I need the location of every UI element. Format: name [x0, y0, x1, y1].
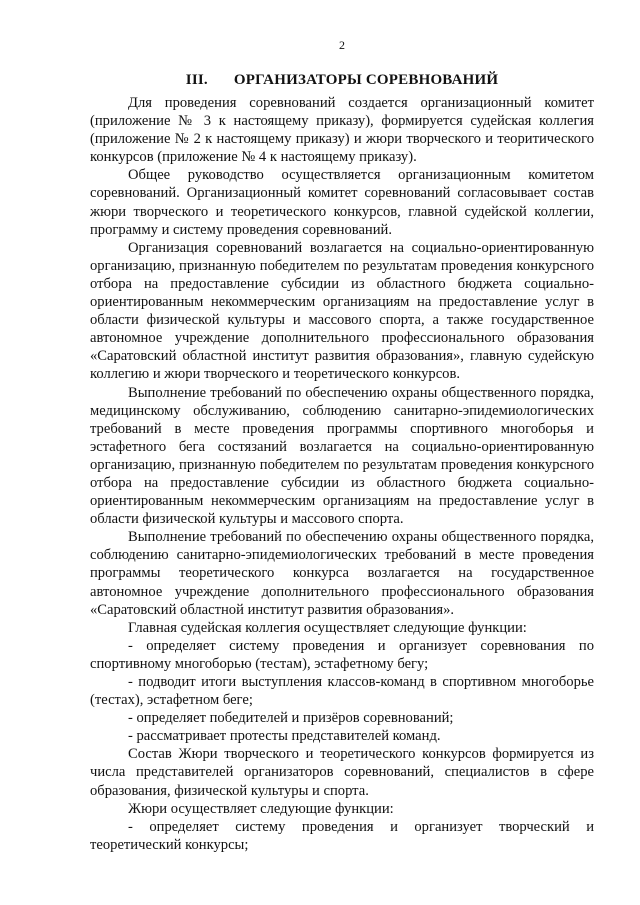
list-item: - определяет победителей и призёров соревнований; — [128, 710, 454, 727]
paragraph: Выполнение требований по обеспечению охраны общественного порядка, соблюдению санитарно-эпидемиологических требований в месте проведения программы теоретического конкурса возлагается на государственное автономное учреждение дополнительного профессионального образования «Саратовский областной институт развития образования». — [90, 529, 594, 618]
document-body — [90, 94, 594, 854]
section-title: ОРГАНИЗАТОРЫ СОРЕВНОВАНИЙ — [233, 72, 499, 88]
page-number: 2 — [339, 38, 345, 52]
paragraph: Общее руководство осуществляется организационным комитетом соревнований. Организационный комитет соревнований согласовывает состав жюри творческого и теоретического конкурсов, главной судейской коллегии, программу и систему проведения соревнований. — [90, 167, 594, 238]
list-item: - подводит итоги выступления классов-команд в спортивном многоборье (тестах), эстафетном беге; — [90, 674, 594, 709]
paragraph: Жюри осуществляет следующие функции: — [128, 800, 394, 817]
section-number: III. — [185, 72, 208, 88]
paragraph: Организация соревнований возлагается на социально-ориентированную организацию, признанную победителем по результатам проведения конкурсного отбора на предоставление субсидии из областного бюджета социально-ориентированным некоммерческим организациям на предоставление услуг в области физической культуры и массового спорта, а также государственное автономное учреждение дополнительного профессионального образования «Саратовский областной институт развития образования», главную судейскую коллегию и жюри творческого и теоретического конкурсов. — [90, 239, 594, 383]
list-item: - рассматривает протесты представителей команд. — [128, 728, 441, 745]
paragraph: Главная судейская коллегия осуществляет следующие функции: — [128, 619, 527, 636]
document-page — [90, 0, 594, 905]
paragraph: Состав Жюри творческого и теоретического конкурсов формируется из числа представителей организаторов соревнований, специалистов в сфере образования, физической культуры и спорта. — [90, 746, 594, 799]
list-item: - определяет систему проведения и организует творческий и теоретический конкурсы; — [90, 818, 594, 853]
paragraph: Выполнение требований по обеспечению охраны общественного порядка, медицинскому обслуживанию, соблюдению санитарно-эпидемиологических требований в месте проведения программы спортивного многоборья и эстафетного бега состязаний возлагается на социально-ориентированную организацию, признанную победителем по результатам проведения конкурсного отбора на предоставление субсидии из областного бюджета социально-ориентированным некоммерческим организациям на предоставление услуг в области физической культуры и массового спорта. — [90, 384, 594, 528]
paragraph: Для проведения соревнований создается организационный комитет (приложение № 3 к настоящему приказу), формируется судейская коллегия (приложение № 2 к настоящему приказу) и жюри творческого и теоритического конкурсов (приложение № 4 к настоящему приказу). — [90, 95, 594, 166]
section-heading — [90, 72, 594, 89]
list-item: - определяет систему проведения и организует соревнования по спортивному многоборью (тестам), эстафетному бегу; — [90, 637, 594, 672]
